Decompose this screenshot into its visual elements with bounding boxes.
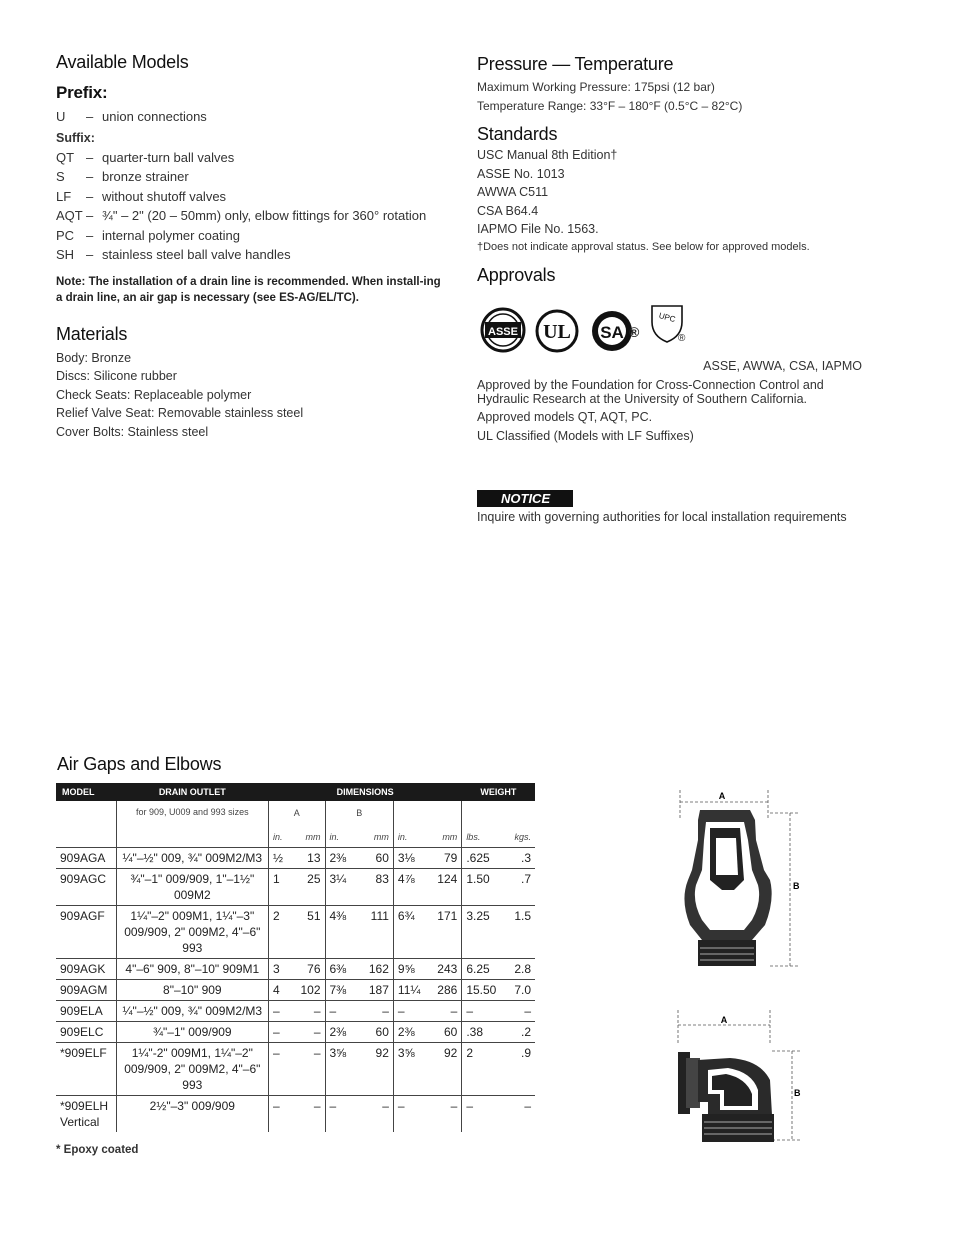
dim-b-label: B	[325, 801, 393, 823]
value-cell: .625	[462, 848, 502, 869]
value-cell: 162	[363, 959, 393, 980]
left-column	[56, 52, 456, 441]
value-cell: –	[393, 1096, 428, 1133]
value-cell: –	[295, 1001, 325, 1022]
suffix-heading: Suffix:	[56, 130, 95, 145]
unit-label: mm	[429, 823, 462, 848]
value-cell: –	[462, 1001, 502, 1022]
asse-logo-text: ASSE	[488, 325, 518, 338]
unit-label: in.	[397, 832, 408, 842]
elbow-drawing	[678, 1010, 801, 1142]
table-row	[56, 980, 535, 1001]
value-cell: 4	[269, 980, 296, 1001]
value-cell: 1.5	[502, 906, 535, 959]
dim-b-marker: B	[794, 1088, 801, 1098]
unit-label: mm	[363, 823, 393, 848]
standards-heading: Standards	[477, 124, 558, 144]
standard-item: IAPMO File No. 1563.	[477, 222, 599, 236]
drain-cell: ¾"–1" 009/909, 1"–1½" 009M2	[116, 869, 268, 906]
suffix-item	[56, 187, 456, 207]
model-cell: 909AGM	[56, 980, 116, 1001]
value-cell: –	[502, 1096, 535, 1133]
suffix-code: LF	[56, 188, 72, 204]
standard-item: AWWA C511	[477, 185, 549, 199]
air-gaps-heading: Air Gaps and Elbows	[57, 754, 222, 774]
suffix-text: bronze strainer	[102, 169, 189, 184]
value-cell: –	[269, 1022, 296, 1043]
value-cell: –	[295, 1022, 325, 1043]
value-cell: 60	[363, 848, 393, 869]
table-row	[56, 1043, 535, 1096]
value-cell: –	[502, 1001, 535, 1022]
prefix-item	[56, 107, 456, 127]
material-item: Discs: Silicone rubber	[56, 369, 177, 383]
value-cell: 3⅝	[325, 1043, 363, 1096]
suffix-item	[56, 148, 456, 168]
value-cell: 2	[269, 906, 296, 959]
material-item: Body: Bronze	[56, 350, 132, 365]
value-cell: 2⅜	[325, 848, 363, 869]
unit-label: mm	[295, 823, 325, 848]
unit-label: in.	[273, 832, 283, 842]
value-cell: –	[295, 1043, 325, 1096]
prefix-code: U	[56, 109, 66, 124]
value-cell: 7⅜	[325, 980, 363, 1001]
pt-line: Maximum Working Pressure: 175psi (12 bar)	[477, 80, 715, 94]
value-cell: 3.25	[462, 906, 502, 959]
value-cell: 243	[429, 959, 462, 980]
suffix-text: quarter-turn ball valves	[102, 149, 235, 165]
registered-mark: ®	[629, 323, 640, 340]
materials-list	[56, 349, 456, 442]
sub-cell	[462, 801, 535, 823]
model-cell: *909ELH Vertical	[56, 1096, 116, 1133]
air-gaps-table	[56, 783, 535, 1132]
table-row	[56, 869, 535, 906]
standard-item: USC Manual 8th Edition†	[477, 148, 618, 162]
unit-label: kgs.	[514, 832, 531, 842]
value-cell: 111	[363, 906, 393, 959]
header-dimensions: DIMENSIONS	[269, 783, 462, 801]
value-cell: 2.8	[502, 959, 535, 980]
table-footnote: * Epoxy coated	[56, 1144, 139, 1156]
model-cell: 909AGA	[56, 848, 116, 869]
approvals-heading: Approvals	[477, 264, 556, 285]
suffix-text: ¾" – 2" (20 – 50mm) only, elbow fittings for 360° rotation	[102, 208, 427, 223]
value-cell: 7.0	[502, 980, 535, 1001]
air-gaps-section	[56, 754, 536, 1158]
suffix-dash: –	[86, 188, 94, 204]
value-cell: 2	[462, 1043, 502, 1096]
prefix-list	[56, 107, 456, 127]
material-item: Cover Bolts: Stainless steel	[56, 424, 209, 439]
upc-logo-text: UPC	[657, 310, 677, 324]
value-cell: –	[269, 1001, 296, 1022]
prefix-text: union connections	[102, 109, 207, 124]
model-cell: 909ELA	[56, 1001, 116, 1022]
value-cell: –	[363, 1096, 393, 1133]
value-cell: 92	[429, 1043, 462, 1096]
unit-cell	[116, 823, 268, 848]
approvals-text: Approved models QT, AQT, PC.	[477, 409, 653, 424]
value-cell: ½	[269, 848, 296, 869]
value-cell: 3⅝	[393, 1043, 428, 1096]
suffix-code: QT	[56, 149, 75, 165]
suffix-dash: –	[86, 247, 94, 262]
value-cell: –	[325, 1001, 363, 1022]
model-cell: *909ELF	[56, 1043, 116, 1096]
dim-a-marker: A	[718, 791, 726, 801]
materials-heading: Materials	[56, 323, 128, 344]
csa-logo-text: SA	[600, 322, 624, 342]
standard-item: ASSE No. 1013	[477, 166, 565, 181]
notice-text: Inquire with governing authorities for local installation requirements	[477, 509, 847, 524]
value-cell: 4⅜	[325, 906, 363, 959]
suffix-text: stainless steel ball valve handles	[102, 247, 291, 262]
value-cell: 76	[295, 959, 325, 980]
value-cell: 3⅛	[393, 848, 428, 869]
suffix-item	[56, 206, 456, 226]
unit-label: in.	[329, 832, 340, 842]
value-cell: –	[393, 1001, 428, 1022]
dim-b-marker: B	[793, 881, 800, 891]
value-cell: –	[269, 1096, 296, 1133]
suffix-dash: –	[86, 208, 94, 223]
suffix-text: without shutoff valves	[102, 188, 227, 204]
value-cell: –	[325, 1096, 363, 1133]
suffix-code: S	[56, 169, 65, 184]
approval-logos	[477, 304, 897, 358]
table-row	[56, 1096, 535, 1133]
material-item: Relief Valve Seat: Removable stainless steel	[56, 406, 304, 420]
suffix-dash: –	[86, 149, 94, 165]
value-cell: 60	[429, 1022, 462, 1043]
suffix-code: SH	[56, 247, 75, 262]
notice-label: NOTICE	[477, 490, 573, 507]
value-cell: 6.25	[462, 959, 502, 980]
approvals-text: UL Classified (Models with LF Suffixes)	[477, 428, 694, 443]
header-drain-outlet: DRAIN OUTLET	[116, 783, 268, 801]
value-cell: 1	[269, 869, 296, 906]
sub-cell	[393, 801, 461, 823]
value-cell: 15.50	[462, 980, 502, 1001]
value-cell: 60	[363, 1022, 393, 1043]
pressure-temperature-heading: Pressure — Temperature	[477, 54, 674, 74]
suffix-code: AQT	[56, 208, 83, 223]
value-cell: 79	[429, 848, 462, 869]
drain-cell: 1¼"–2" 009M1, 1¼"–3" 009/909, 2" 009M2, 4"–6" 993	[116, 906, 268, 959]
value-cell: .7	[502, 869, 535, 906]
value-cell: 6¾	[393, 906, 428, 959]
value-cell: 2⅜	[325, 1022, 363, 1043]
model-cell: 909AGF	[56, 906, 116, 959]
value-cell: 3	[269, 959, 296, 980]
value-cell: 286	[429, 980, 462, 1001]
value-cell: –	[462, 1096, 502, 1133]
value-cell: 9⅝	[393, 959, 428, 980]
value-cell: 124	[429, 869, 462, 906]
header-model: MODEL	[56, 783, 116, 801]
suffix-dash: –	[86, 169, 94, 184]
sub-cell	[56, 801, 116, 823]
drain-note: Note: The installation of a drain line is recommended. When install-ing a drain line, an air gap is necessary (see ES-AG/EL/TC).	[56, 275, 441, 304]
approvals-text: Approved by the Foundation for Cross-Connection Control and Hydraulic Research at the University of Southern California.	[477, 377, 824, 406]
available-models-heading: Available Models	[56, 52, 189, 72]
value-cell: 92	[363, 1043, 393, 1096]
drain-note-cell: for 909, U009 and 993 sizes	[116, 801, 268, 823]
right-column	[477, 54, 897, 525]
value-cell: –	[429, 1001, 462, 1022]
value-cell: .3	[502, 848, 535, 869]
ul-logo-text: UL	[543, 320, 571, 343]
table-row	[56, 1001, 535, 1022]
value-cell: 102	[295, 980, 325, 1001]
unit-label: lbs.	[466, 832, 481, 842]
prefix-heading: Prefix:	[56, 83, 108, 102]
value-cell: 11¼	[393, 980, 428, 1001]
value-cell: 6⅜	[325, 959, 363, 980]
drain-cell: 4"–6" 909, 8"–10" 909M1	[116, 959, 268, 980]
table-row	[56, 959, 535, 980]
ul-logo	[535, 309, 579, 353]
suffix-dash: –	[86, 227, 94, 243]
unit-cell	[56, 823, 116, 848]
value-cell: .38	[462, 1022, 502, 1043]
drain-cell: 8"–10" 909	[116, 980, 268, 1001]
value-cell: .9	[502, 1043, 535, 1096]
material-item: Check Seats: Replaceable polymer	[56, 387, 252, 402]
dim-a-label: A	[269, 801, 326, 823]
value-cell: 51	[295, 906, 325, 959]
value-cell: 1.50	[462, 869, 502, 906]
value-cell: –	[295, 1096, 325, 1133]
value-cell: 3¼	[325, 869, 363, 906]
value-cell: –	[269, 1043, 296, 1096]
approvals-caption: ASSE, AWWA, CSA, IAPMO	[703, 358, 862, 373]
suffix-list	[56, 148, 456, 265]
drain-cell: ¾"–1" 009/909	[116, 1022, 268, 1043]
standards-footnote: †Does not indicate approval status. See below for approved models.	[477, 240, 810, 253]
value-cell: –	[429, 1096, 462, 1133]
value-cell: 13	[295, 848, 325, 869]
dim-a-marker: A	[720, 1015, 728, 1025]
suffix-text: internal polymer coating	[102, 227, 241, 243]
value-cell: 4⅞	[393, 869, 428, 906]
drain-cell: ¼"–½" 009, ¾" 009M2/M3	[116, 848, 268, 869]
model-cell: 909ELC	[56, 1022, 116, 1043]
standard-item: CSA B64.4	[477, 203, 539, 218]
notice-box	[477, 490, 897, 525]
model-cell: 909AGC	[56, 869, 116, 906]
value-cell: .2	[502, 1022, 535, 1043]
registered-mark: ®	[678, 332, 686, 344]
csa-logo	[590, 309, 634, 353]
value-cell: 187	[363, 980, 393, 1001]
drain-cell: ¼"–½" 009, ¾" 009M2/M3	[116, 1001, 268, 1022]
air-gap-drawing	[680, 790, 800, 966]
value-cell: 171	[429, 906, 462, 959]
drain-cell: 1¼"-2" 009M1, 1¼"–2" 009/909, 2" 009M2, 4"–6" 993	[116, 1043, 268, 1096]
asse-logo	[480, 307, 526, 353]
value-cell: 83	[363, 869, 393, 906]
air-gap-diagrams	[660, 780, 840, 1180]
pt-line: Temperature Range: 33°F – 180°F (0.5°C – 82°C)	[477, 99, 743, 113]
suffix-item	[56, 167, 456, 187]
value-cell: –	[363, 1001, 393, 1022]
table-row	[56, 848, 535, 869]
suffix-item	[56, 226, 456, 246]
model-cell: 909AGK	[56, 959, 116, 980]
value-cell: 2⅜	[393, 1022, 428, 1043]
table-row	[56, 906, 535, 959]
header-weight: WEIGHT	[462, 783, 535, 801]
standards-list	[477, 146, 897, 239]
suffix-code: PC	[56, 227, 75, 243]
drain-cell: 2½"–3" 009/909	[116, 1096, 268, 1133]
value-cell: 25	[295, 869, 325, 906]
table-row	[56, 1022, 535, 1043]
prefix-dash: –	[86, 109, 94, 124]
suffix-item	[56, 245, 456, 265]
